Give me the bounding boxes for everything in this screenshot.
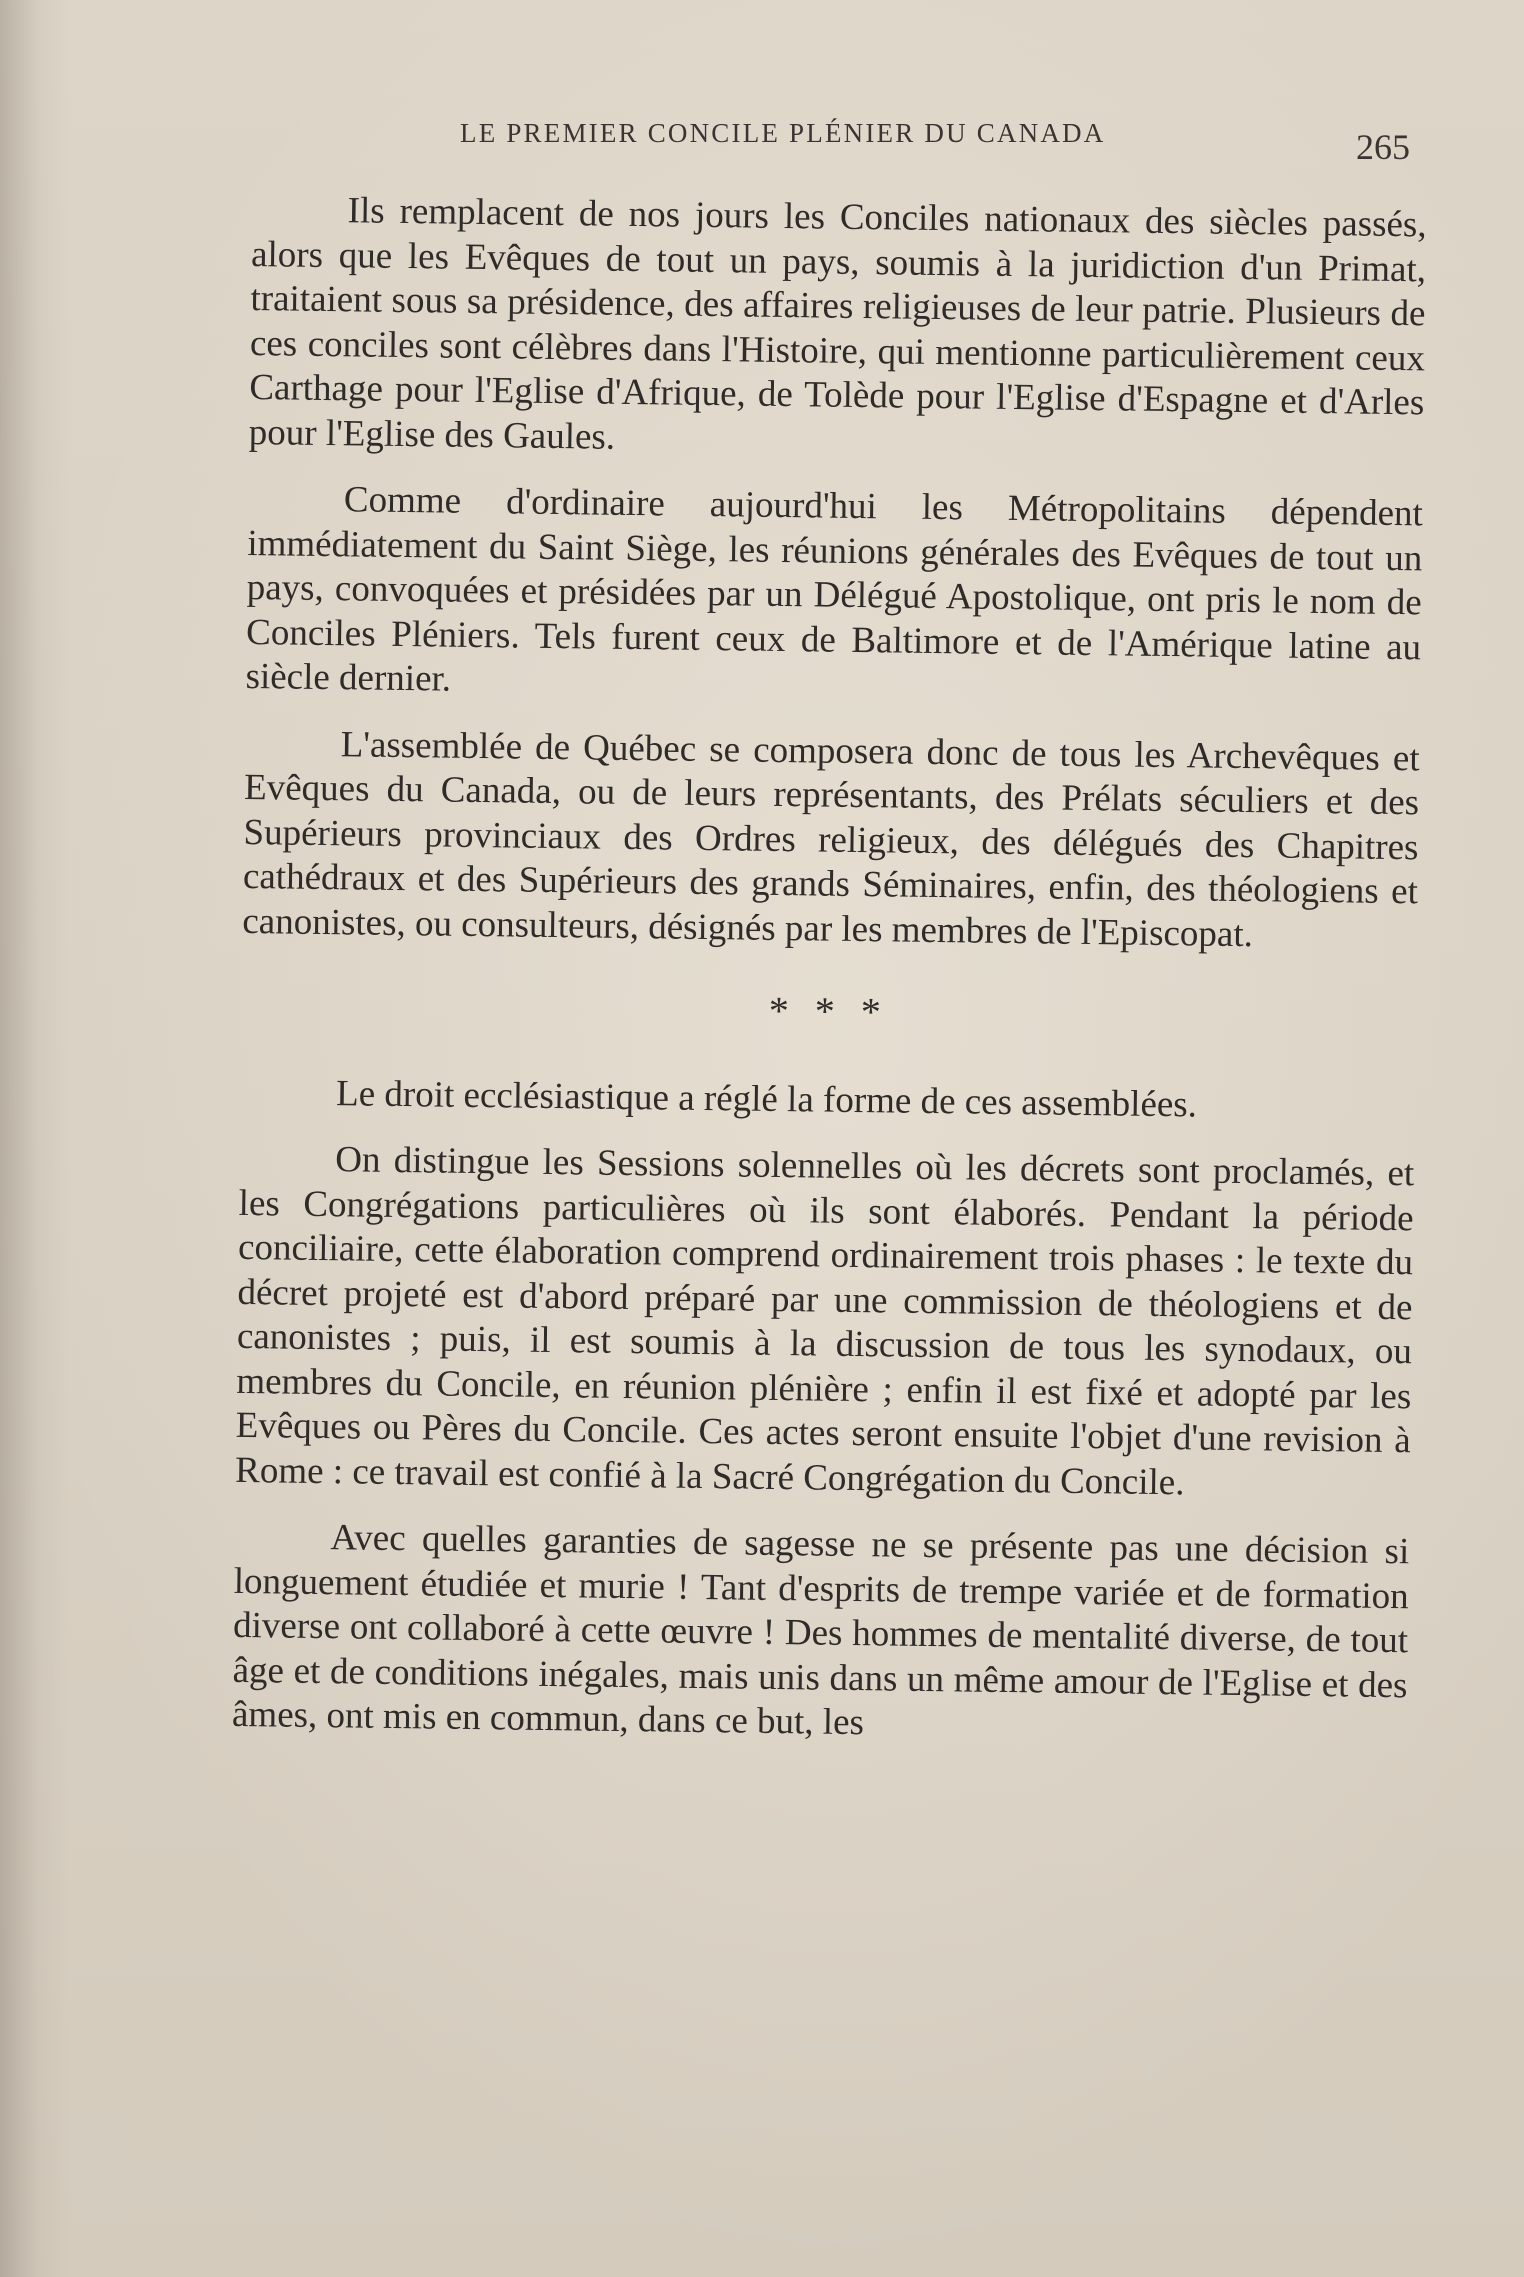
paragraph-1: Ils remplacent de nos jours les Conciles nationaux des siècles passés, alors que les Evêques de tout un pays, soumis à la juridiction d'un Primat, traitaient sous sa présidence, des affaires religieuses de leur patrie. Plusieurs de ces conciles sont célèbres dans l'Histoire, qui mentionne particulièrement ceux Carthage pour l'Eglise d'Afrique, de Tolède pour l'Eglise d'Espagne et d'Arles pour l'Eglise des Gaules. — [248, 190, 1427, 458]
page-number: 265 — [1356, 127, 1410, 167]
body-text — [231, 188, 1426, 1775]
paragraph-4: Le droit ecclésiastique a réglé la forme de ces assemblées. — [335, 1072, 1198, 1125]
section-break-asterisks: * * * — [768, 987, 890, 1035]
paragraph-2: Comme d'ordinaire aujourd'hui les Métropolitains dépendent immédiatement du Saint Siège, les réunions générales des Evêques de tout un pays, convoquées et présidées par un Délégué Apostolique, ont pris le nom de Conciles Pléniers. Tels furent ceux de Baltimore et de l'Amérique latine au siècle dernier. — [245, 479, 1424, 700]
paragraph-5: On distingue les Sessions solennelles où les décrets sont proclamés, et les Congrégations particulières où ils sont élaborés. Pendant la période conciliaire, cette élaboration comprend ordinairement trois phases : le texte du décret projeté est d'abord préparé par une commission de théologiens et de canonistes ; puis, il est soumis à la discussion de tous les synodaux, ou membres du Concile, en réunion plénière ; enfin il est fixé et adopté par les Evêques ou Pères du Concile. Ces actes seront ensuite l'objet d'une revision à Rome : ce travail est confié à la Sacré Congrégation du Concile. — [234, 1139, 1415, 1503]
paragraph-3: L'assemblée de Québec se composera donc de tous les Archevêques et Evêques du Canada, ou de leurs représentants, des Prélats séculiers et des Supérieurs provinciaux des Ordres religieux, des délégués des Chapitres cathédraux et des Supérieurs des grands Séminaires, enfin, des théologiens et canonistes, ou consulteurs, désignés par les membres de l'Episcopat. — [242, 723, 1420, 955]
running-title: LE PREMIER CONCILE PLÉNIER DU CANADA — [460, 118, 1106, 148]
paragraph-6: Avec quelles garanties de sagesse ne se présente pas une décision si longuement étudiée et murie ! Tant d'esprits de trempe variée et de formation diverse ont collaboré à cette œuvre ! Des hommes de mentalité diverse, de tout âge et de conditions inégales, mais unis dans un même amour de l'Eglise et des âmes, ont mis en commun, dans ce but, les — [231, 1517, 1410, 1744]
binding-gutter-shadow — [0, 0, 70, 2277]
